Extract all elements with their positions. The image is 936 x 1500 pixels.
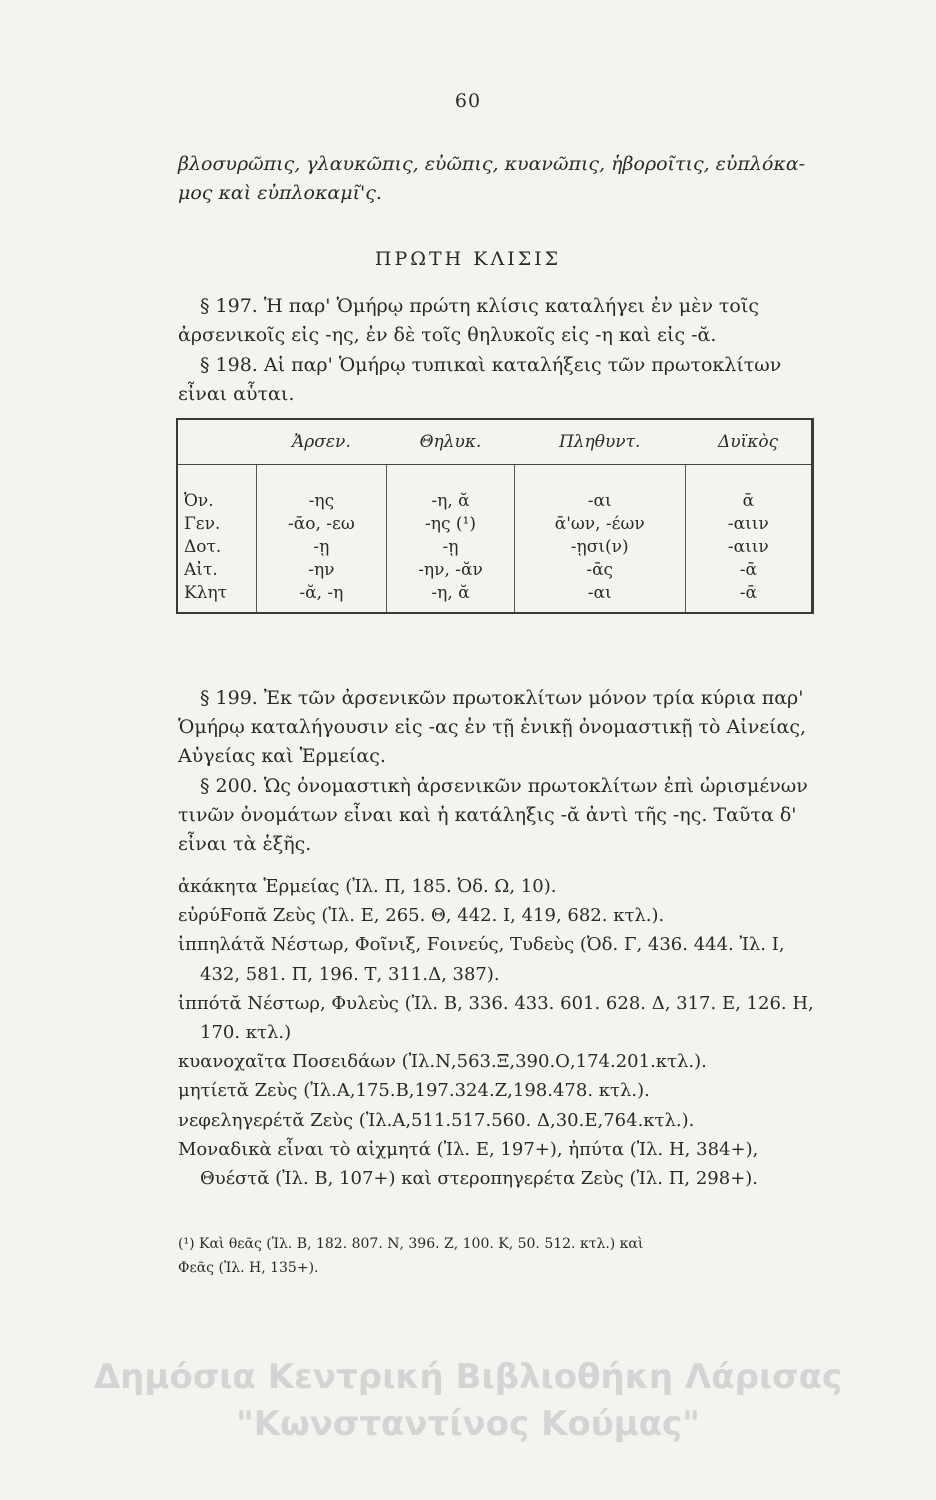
text-line: Αὐγείας καὶ Ἑρμείας.	[178, 745, 386, 767]
library-watermark: Δημόσια Κεντρική Βιβλιοθήκη Λάρισας	[93, 1357, 843, 1397]
library-watermark-subtitle: "Κωνσταντίνος Κούμας"	[236, 1404, 700, 1444]
list-item: ἀκάκητα Ἑρμείας (Ἰλ. Π, 185. Ὀδ. Ω, 10).	[178, 876, 557, 897]
list-item: εὐρύFοπᾰ Ζεὺς (Ἰλ. Ε, 265. Θ, 442. Ι, 419, 682. κτλ.).	[178, 905, 665, 927]
table-cell: -ης	[256, 465, 387, 513]
text-line: § 198. Αἱ παρ' Ὁμήρῳ τυπικαὶ καταλήξεις τῶν πρωτοκλίτων	[200, 354, 782, 376]
case-label: Κλητ	[184, 582, 228, 603]
text-line: βλοσυρῶπις, γλαυκῶπις, εὐῶπις, κυανῶπις, ἡβοροῖτις, εὐπλόκα-	[178, 153, 806, 175]
table-header-cell: Δυϊκὸς	[685, 419, 812, 465]
text-line: ἀρσενικοῖς εἰς -ης, ἐν δὲ τοῖς θηλυκοῖς εἰς -η καὶ εἰς -ᾰ.	[178, 324, 717, 346]
list-item: μητίετᾰ Ζεὺς (Ἰλ.Α,175.Β,197.324.Ζ,198.478. κτλ.).	[178, 1080, 650, 1102]
paragraph-199	[178, 684, 808, 771]
text-line: § 197. Ἡ παρ' Ὁμήρῳ πρώτη κλίσις καταλήγει ἐν μὲν τοῖς	[200, 295, 759, 317]
table-cell: -ᾱ	[685, 558, 812, 581]
table-cell: -ᾰ, -η	[256, 581, 387, 613]
table-cell: -ην	[256, 558, 387, 581]
table-header-cell: Ἀρσεν.	[256, 419, 387, 465]
table-header-row	[177, 419, 813, 465]
text-line: μος καὶ εὐπλοκαμῖ'ς.	[178, 182, 382, 204]
table-cell: -αιιν	[685, 535, 812, 558]
case-label: Δοτ.	[184, 536, 222, 557]
text-line: τινῶν ὀνομάτων εἶναι καὶ ἡ κατάληξις -ᾰ ἀντὶ τῆς -ης. Ταῦτα δ'	[178, 804, 797, 826]
table-cell: -ῃ	[387, 535, 515, 558]
table-cell: -η, ᾰ	[387, 465, 515, 513]
table-header-cell	[177, 419, 256, 465]
intro-paragraph	[178, 150, 808, 208]
table-header-cell: Θηλυκ.	[387, 419, 515, 465]
paragraph-197	[178, 292, 808, 350]
list-item: Μοναδικὰ εἶναι τὸ αἰχμητά (Ἰλ. Ε, 197+), ἠπύτα (Ἰλ. Η, 384+), Θυέστᾰ (Ἰλ. Β, 107+) καὶ στεροπηγερέτα Ζεὺς (Ἰλ. Π, 298+).	[178, 1138, 759, 1190]
table-cell: -αι	[514, 465, 685, 513]
table-cell: -ῃ	[256, 535, 387, 558]
table-cell: -ᾱς	[514, 558, 685, 581]
table-cell: -αι	[514, 581, 685, 613]
table-cell: -ην, -ᾰν	[387, 558, 515, 581]
section-heading: ΠΡΩΤΗ ΚΛΙΣΙΣ	[374, 248, 562, 270]
declension-table	[176, 418, 814, 614]
text-line: § 200. Ὡς ὀνομαστικὴ ἀρσενικῶν πρωτοκλίτων ἐπὶ ὡρισμένων	[200, 775, 808, 797]
table-cell: ᾱ	[685, 465, 812, 513]
paragraph-200	[178, 772, 808, 859]
case-label: Γεν.	[184, 513, 221, 534]
table-cell: -ᾱ	[685, 581, 812, 613]
list-item: ἱππηλάτᾰ Νέστωρ, Φοῖνιξ, Fοινεύς, Τυδεὺς (Ὀδ. Γ, 436. 444. Ἰλ. Ι, 432, 581. Π, 196. Τ, 311.Δ, 387).	[178, 934, 785, 985]
text-line: § 199. Ἐκ τῶν ἀρσενικῶν πρωτοκλίτων μόνον τρία κύρια παρ'	[200, 687, 804, 709]
list-item: νεφεληγερέτᾰ Ζεὺς (Ἰλ.Α,511.517.560. Δ,30.Ε,764.κτλ.).	[178, 1109, 695, 1131]
list-item: κυανοχαῖτα Ποσειδάων (Ἰλ.Ν,563.Ξ,390.Ο,174.201.κτλ.).	[178, 1051, 707, 1073]
text-line: εἶναι τὰ ἑξῆς.	[178, 833, 312, 855]
case-label: Ὀν.	[184, 490, 214, 511]
footnote	[178, 1232, 818, 1280]
page-number: 60	[454, 90, 482, 112]
table-cell: -αιιν	[685, 512, 812, 535]
table-cell: -η, ᾰ	[387, 581, 515, 613]
table-row	[177, 535, 813, 558]
table-header-cell: Πληθυντ.	[514, 419, 685, 465]
table-row	[177, 558, 813, 581]
table-row	[177, 512, 813, 535]
text-line: Φεᾶς (Ἰλ. Η, 135+).	[178, 1260, 319, 1276]
table-cell: -ῃσι(ν)	[514, 535, 685, 558]
paragraph-198	[178, 351, 808, 409]
table-cell: -ᾱο, -εω	[256, 512, 387, 535]
text-line: (¹) Καὶ θεᾶς (Ἰλ. Β, 182. 807. Ν, 396. Ζ, 100. Κ, 50. 512. κτλ.) καὶ	[178, 1236, 644, 1252]
list-item: ἱππότᾰ Νέστωρ, Φυλεὺς (Ἰλ. Β, 336. 433. 601. 628. Δ, 317. Ε, 126. Η, 170. κτλ.)	[178, 992, 814, 1044]
epithet-list	[178, 872, 818, 1193]
text-line: Ὁμήρῳ καταλήγουσιν εἰς -ας ἐν τῇ ἑνικῇ ὀνομαστικῇ τὸ Αἰνείας,	[178, 716, 807, 738]
table-row	[177, 465, 813, 513]
table-cell: -ης (¹)	[387, 512, 515, 535]
case-label: Αἰτ.	[184, 559, 218, 580]
table-row	[177, 581, 813, 613]
table-cell: ᾱ'ων, -έων	[514, 512, 685, 535]
text-line: εἶναι αὗται.	[178, 383, 295, 405]
